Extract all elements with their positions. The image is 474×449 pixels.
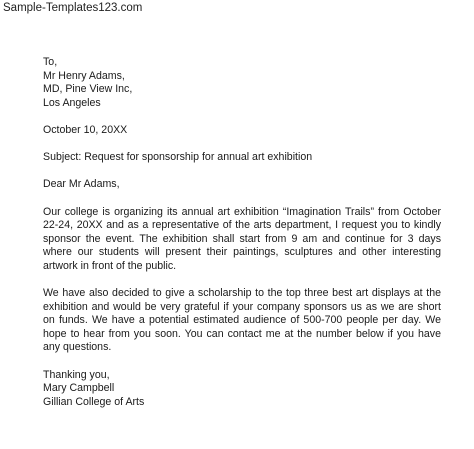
letter-body <box>43 56 441 409</box>
body-paragraph-2: We have also decided to give a scholarship to the top three best art displays at the exhibition and would be very grateful if your company sponsors us as we are short on funds. We have a potential estimated audience of 500-700 people per day. We hope to hear from you soon. You can contact me at the number below if you have any questions. <box>43 287 441 354</box>
recipient-name: Mr Henry Adams, <box>43 69 125 82</box>
spacer <box>43 165 441 179</box>
sender-name: Mary Campbell <box>43 382 115 395</box>
spacer <box>43 192 441 206</box>
site-watermark: Sample-Templates123.com <box>3 2 143 14</box>
letter-salutation: Dear Mr Adams, <box>43 178 120 191</box>
recipient-city: Los Angeles <box>43 96 101 109</box>
sender-organization: Gillian College of Arts <box>43 395 145 408</box>
spacer <box>43 274 441 288</box>
letter-subject: Subject: Request for sponsorship for annual art exhibition <box>43 151 313 164</box>
spacer <box>43 355 441 369</box>
spacer <box>43 138 441 152</box>
body-paragraph-1: Our college is organizing its annual art exhibition “Imagination Trails” from October 22-24, 20XX and as a representative of the arts department, I request you to kindly sponsor the event. The exhibition shall start from 9 am and continue for 3 days where our students will present their paintings, sculptures and other interesting artwork in front of the public. <box>43 205 441 272</box>
recipient-title-company: MD, Pine View Inc, <box>43 83 133 96</box>
closing-sign-off: Thanking you, <box>43 368 110 381</box>
spacer <box>43 110 441 124</box>
recipient-to-line: To, <box>43 56 58 68</box>
letter-date: October 10, 20XX <box>43 123 128 136</box>
